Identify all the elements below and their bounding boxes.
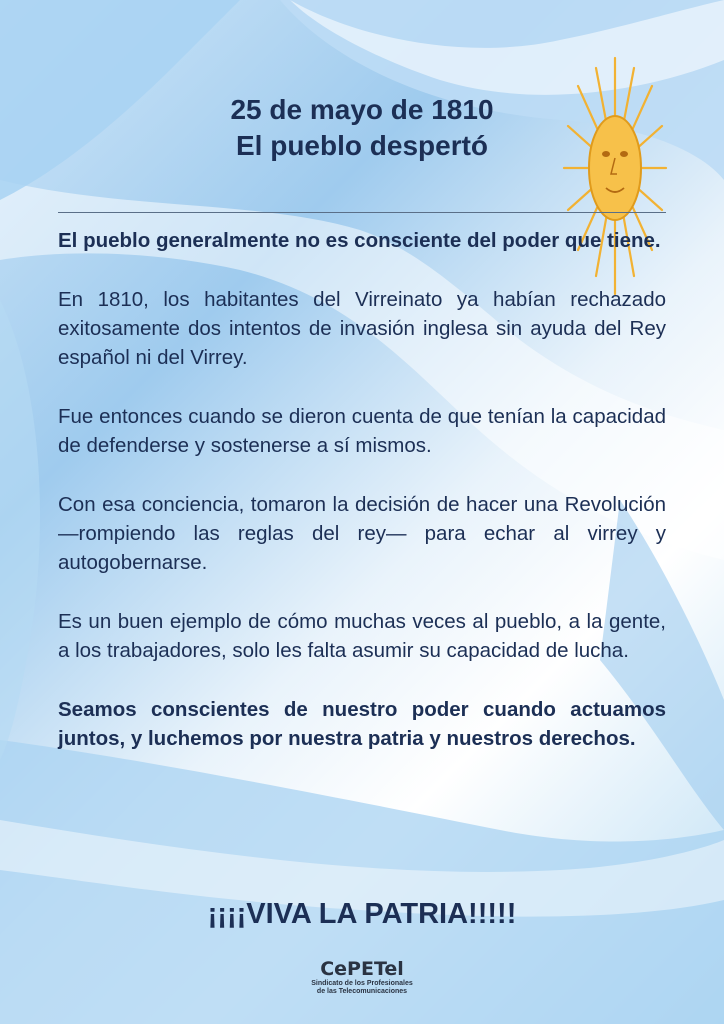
paragraph: Fue entonces cuando se dieron cuenta de que tenían la capacidad de defenderse y sostenerse a sí mismos. bbox=[58, 405, 666, 457]
logo-tagline-2: de las Telecomunicaciones bbox=[316, 988, 408, 995]
title-subtitle: El pueblo despertó bbox=[235, 130, 489, 161]
paragraph-call-to-action: Seamos conscientes de nuestro poder cuando actuamos juntos, y luchemos por nuestra patria y nuestros derechos. bbox=[58, 698, 666, 750]
paragraph-intro: El pueblo generalmente no es consciente del poder que tiene. bbox=[58, 229, 661, 252]
body-text bbox=[58, 226, 666, 783]
paragraph: En 1810, los habitantes del Virreinato ya habían rechazado exitosamente dos intentos de invasión inglesa sin ayuda del Rey español ni del Virrey. bbox=[58, 288, 666, 369]
page-title bbox=[0, 92, 724, 164]
logo-name: CePETel bbox=[320, 958, 404, 980]
title-date: 25 de mayo de 1810 bbox=[230, 94, 494, 125]
paragraph: Es un buen ejemplo de cómo muchas veces al pueblo, a la gente, a los trabajadores, solo les falta asumir su capacidad de lucha. bbox=[58, 610, 666, 662]
closing-slogan: ¡¡¡¡VIVA LA PATRIA!!!!! bbox=[207, 898, 517, 930]
title-divider bbox=[58, 212, 666, 213]
logo-tagline-1: Sindicato de los Profesionales bbox=[311, 980, 413, 987]
paragraph: Con esa conciencia, tomaron la decisión de hacer una Revolución —rompiendo las reglas del rey— para echar al virrey y autogobernarse. bbox=[58, 493, 666, 574]
cepetel-logo bbox=[290, 958, 434, 996]
